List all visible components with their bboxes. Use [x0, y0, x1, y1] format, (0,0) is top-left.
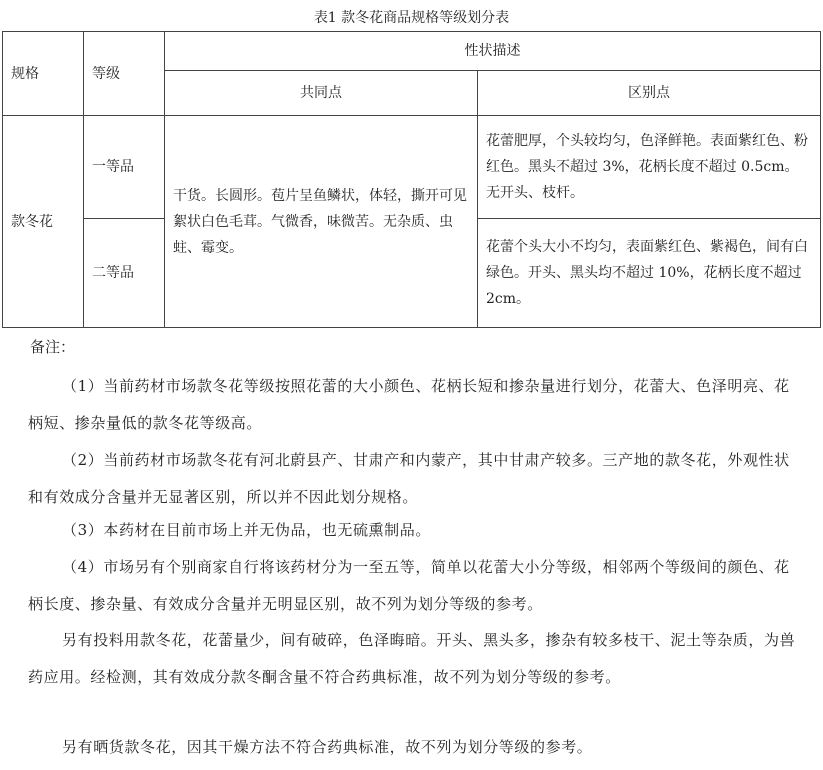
table-caption: 表1 款冬花商品规格等级划分表 — [313, 10, 510, 26]
note-paragraph-5: 另有投料用款冬花，花蕾量少，间有破碎，色泽晦暗。开头、黑头多，掺杂有较多枝干、泥土等杂质，为兽药应用。经检测，其有效成分款冬酮含量不符合药典标准，故不列为划分等级的参考。 — [28, 631, 796, 686]
spec-name-cell: 款冬花 — [3, 116, 84, 328]
header-description: 性状描述 — [165, 32, 821, 71]
header-common: 共同点 — [165, 71, 478, 116]
note-paragraph-2: （2）当前药材市场款冬花有河北蔚县产、甘肃产和内蒙产，其中甘肃产较多。三产地的款冬花，外观性状和有效成分含量并无显著区别，所以并不因此划分规格。 — [28, 451, 790, 506]
note-paragraph-6: 另有晒货款冬花，因其干燥方法不符合药典标准，故不列为划分等级的参考。 — [62, 738, 593, 756]
notes-heading: 备注： — [30, 338, 76, 356]
common-features-cell: 干货。长圆形。苞片呈鱼鳞状，体轻，撕开可见絮状白色毛茸。气微香，味微苦。无杂质、虫蛀、霉变。 — [165, 116, 478, 328]
header-grade: 等级 — [84, 32, 165, 116]
grade-cell-1: 一等品 — [84, 116, 165, 219]
difference-cell-2: 花蕾个头大小不均匀，表面紫红色、紫褐色，间有白绿色。开头、黑头均不超过 10%，花柄长度不超过 2cm。 — [478, 219, 821, 328]
note-paragraph-1: （1）当前药材市场款冬花等级按照花蕾的大小颜色、花柄长短和掺杂量进行划分，花蕾大、色泽明亮、花柄短、掺杂量低的款冬花等级高。 — [28, 377, 790, 432]
difference-cell-1: 花蕾肥厚，个头较均匀，色泽鲜艳。表面紫红色、粉红色。黑头不超过 3%，花柄长度不超过 0.5cm。无开头、枝杆。 — [478, 116, 821, 219]
header-spec: 规格 — [3, 32, 84, 116]
note-paragraph-4: （4）市场另有个别商家自行将该药材分为一至五等，简单以花蕾大小分等级，相邻两个等级间的颜色、花柄长度、掺杂量、有效成分含量并无明显区别，故不列为划分等级的参考。 — [28, 558, 790, 613]
note-paragraph-3: （3）本药材在目前市场上并无伪品，也无硫熏制品。 — [62, 521, 431, 539]
header-difference: 区别点 — [478, 71, 821, 116]
spec-grade-table — [2, 31, 821, 328]
grade-cell-2: 二等品 — [84, 219, 165, 328]
